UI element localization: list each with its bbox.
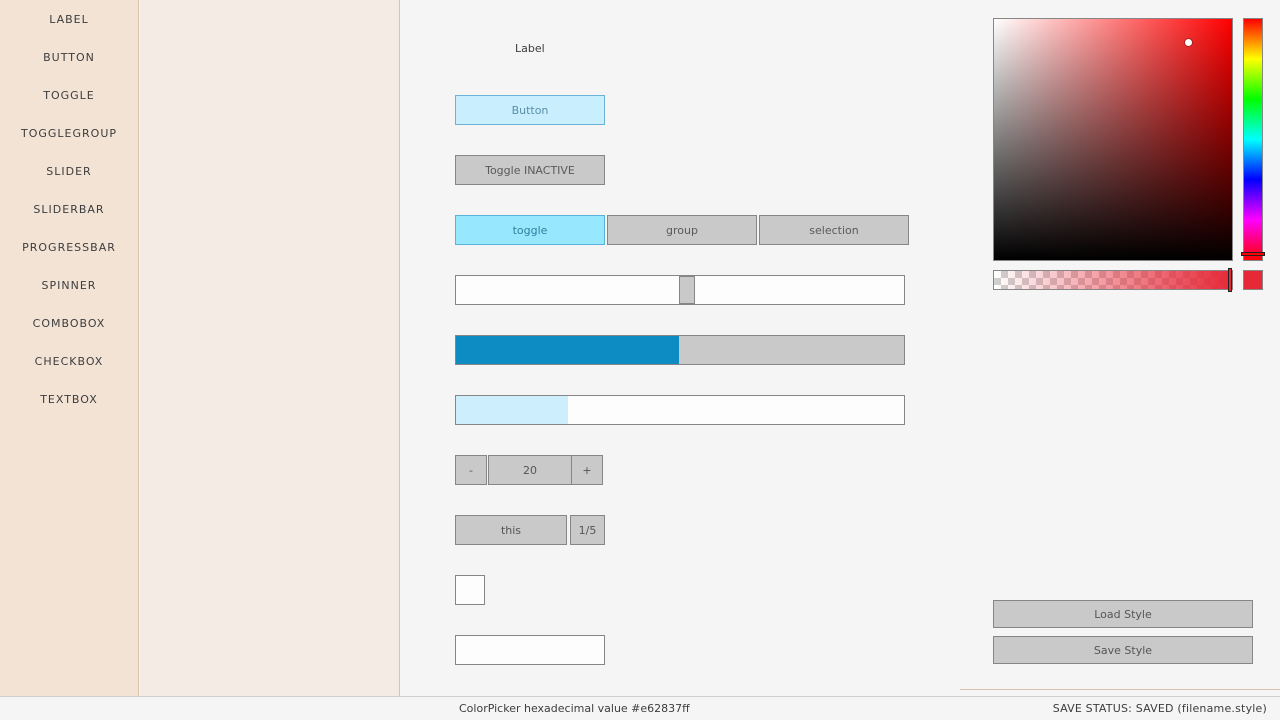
sidebar-item-slider[interactable] bbox=[0, 152, 138, 190]
panel-divider bbox=[960, 689, 1280, 690]
spinner-value[interactable] bbox=[488, 455, 572, 485]
sidebar-item-label-text: COMBOBOX bbox=[32, 316, 106, 330]
preview-toggle[interactable] bbox=[455, 155, 605, 185]
save-style-button[interactable] bbox=[993, 636, 1253, 664]
sidebar-item-combobox[interactable] bbox=[0, 304, 138, 342]
colorpicker-hue-selector[interactable] bbox=[1241, 252, 1265, 256]
spinner-increment-button[interactable] bbox=[571, 455, 603, 485]
spinner-increment-label: + bbox=[582, 463, 592, 477]
preview-label: Label bbox=[515, 42, 545, 55]
status-colorpicker-value: ColorPicker hexadecimal value #e62837ff bbox=[459, 702, 690, 715]
sidebar-item-label-text: CHECKBOX bbox=[34, 354, 104, 368]
sidebar-item-label-text: TOGGLE bbox=[43, 88, 95, 102]
save-style-label: Save Style bbox=[1093, 643, 1153, 657]
spinner-value-text: 20 bbox=[523, 463, 537, 477]
status-save-state: SAVE STATUS: SAVED (filename.style) bbox=[1052, 702, 1267, 715]
slider-knob[interactable] bbox=[679, 276, 695, 304]
togglegroup-item-group[interactable] bbox=[607, 215, 757, 245]
togglegroup-item-toggle[interactable] bbox=[455, 215, 605, 245]
preview-checkbox[interactable] bbox=[455, 575, 485, 605]
togglegroup-item-selection[interactable] bbox=[759, 215, 909, 245]
combobox-selected-label: this bbox=[500, 523, 522, 537]
sidebar-item-label-text: SPINNER bbox=[41, 278, 97, 292]
sidebar-item-label-text: TOGGLEGROUP bbox=[20, 126, 117, 140]
spinner-decrement-button[interactable] bbox=[455, 455, 487, 485]
preview-button-label: Button bbox=[511, 103, 549, 117]
sidebar-item-label[interactable] bbox=[0, 0, 138, 38]
sidebar-item-label-text: SLIDER bbox=[46, 164, 92, 178]
sidebar-item-toggle[interactable] bbox=[0, 76, 138, 114]
togglegroup-item-label: selection bbox=[809, 223, 859, 237]
sidebar-item-progressbar[interactable] bbox=[0, 228, 138, 266]
colorpicker-sv-gradient bbox=[994, 19, 1232, 260]
sidebar-item-togglegroup[interactable] bbox=[0, 114, 138, 152]
status-bar bbox=[0, 696, 1280, 720]
colorpicker-alpha-selector[interactable] bbox=[1228, 268, 1232, 292]
colorpicker-color-preview bbox=[1243, 270, 1263, 290]
progressbar-fill bbox=[456, 396, 568, 424]
load-style-button[interactable] bbox=[993, 600, 1253, 628]
properties-panel bbox=[140, 0, 400, 696]
preview-combobox[interactable] bbox=[455, 515, 567, 545]
combobox-count-badge[interactable] bbox=[570, 515, 605, 545]
sidebar-item-label-text: SLIDERBAR bbox=[33, 202, 105, 216]
togglegroup-item-label: group bbox=[666, 223, 698, 237]
colorpicker-sv-cursor[interactable] bbox=[1185, 39, 1192, 46]
sidebar-item-spinner[interactable] bbox=[0, 266, 138, 304]
colorpicker-saturation-value-area[interactable] bbox=[993, 18, 1233, 261]
spinner-decrement-label: - bbox=[469, 463, 473, 477]
sidebar-item-label-text: PROGRESSBAR bbox=[22, 240, 116, 254]
preview-toggle-label: Toggle INACTIVE bbox=[485, 163, 575, 177]
sidebar-item-button[interactable] bbox=[0, 38, 138, 76]
sliderbar-fill bbox=[456, 336, 679, 364]
sidebar-item-label-text: BUTTON bbox=[43, 50, 95, 64]
sidebar-item-label-text: TEXTBOX bbox=[40, 392, 98, 406]
control-list-sidebar bbox=[0, 0, 139, 696]
preview-button[interactable] bbox=[455, 95, 605, 125]
preview-slider[interactable] bbox=[455, 275, 905, 305]
preview-progressbar bbox=[455, 395, 905, 425]
sidebar-item-checkbox[interactable] bbox=[0, 342, 138, 380]
sidebar-item-label-text: LABEL bbox=[49, 12, 89, 26]
load-style-label: Load Style bbox=[1094, 607, 1152, 621]
combobox-count-label: 1/5 bbox=[578, 523, 597, 537]
colorpicker-hue-bar[interactable] bbox=[1243, 18, 1263, 261]
togglegroup-item-label: toggle bbox=[512, 223, 548, 237]
preview-textbox[interactable] bbox=[455, 635, 605, 665]
colorpicker-alpha-gradient bbox=[994, 271, 1232, 289]
preview-sliderbar[interactable] bbox=[455, 335, 905, 365]
sidebar-item-sliderbar[interactable] bbox=[0, 190, 138, 228]
colorpicker-alpha-bar[interactable] bbox=[993, 270, 1233, 290]
sidebar-item-textbox[interactable] bbox=[0, 380, 138, 418]
